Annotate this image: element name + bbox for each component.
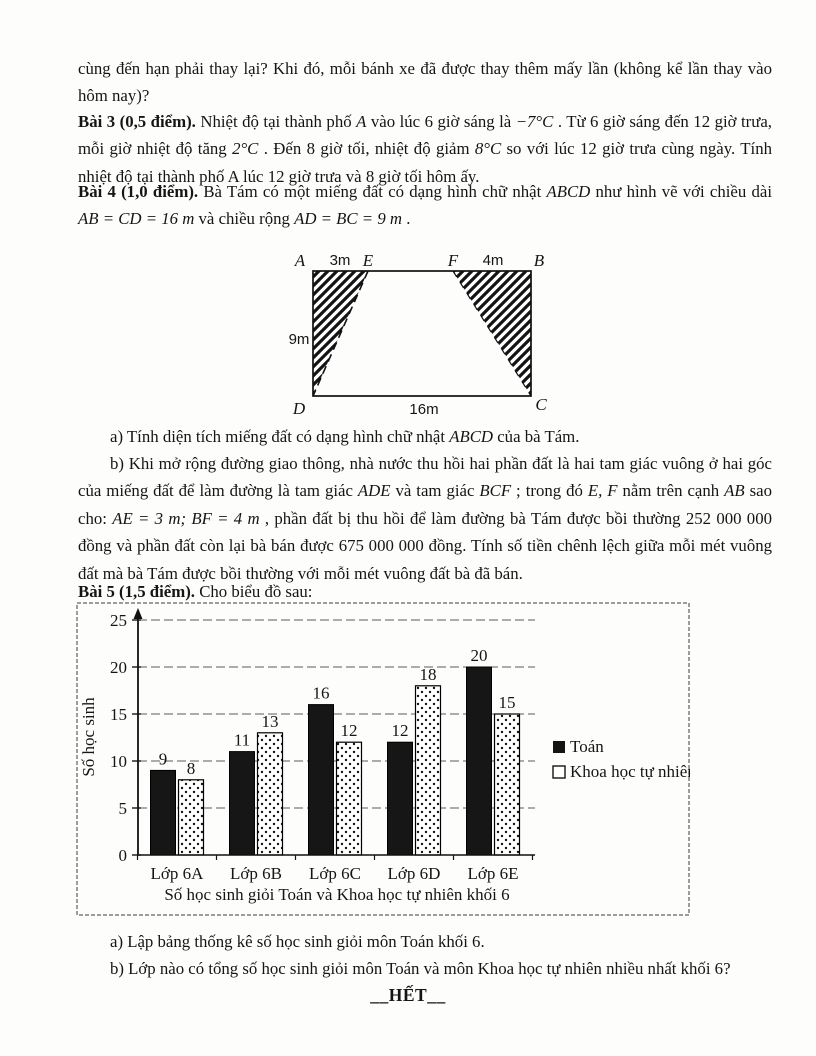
hatched-triangle-bcf (453, 271, 531, 396)
value-label-toan-lớp-6c: 16 (312, 683, 330, 703)
label-point-c: C (535, 395, 547, 414)
bar-toan-lớp-6c (309, 705, 334, 855)
text-run: AD = BC = 9 m (294, 209, 403, 229)
end-marker (0, 985, 816, 1006)
category-label-lớp-6c: Lớp 6C (309, 864, 361, 883)
x-axis-title: Số học sinh giỏi Toán và Khoa học tự nhiên khối 6 (164, 885, 510, 904)
label-point-f: F (447, 251, 459, 270)
text-run: Cho biểu đồ sau: (195, 582, 313, 601)
bar-khtn-lớp-6b (258, 733, 283, 855)
y-tick-label-5: 5 (118, 799, 127, 818)
value-label-khtn-lớp-6a: 8 (186, 758, 196, 778)
bar-chart (76, 602, 690, 916)
label-point-a: A (294, 251, 306, 270)
category-label-lớp-6e: Lớp 6E (467, 864, 519, 883)
text-run: a) Tính diện tích miếng đất có dạng hình chữ nhật (110, 427, 450, 446)
text-run: AB = CD = 16 m (78, 209, 195, 229)
text-run: cùng đến hạn phải thay lại? Khi đó, mỗi bánh xe đã được thay thêm mấy lần (không kể lần thay vào hôm nay)? (78, 59, 772, 106)
text-run: AE = 3 m; BF = 4 m (112, 508, 260, 528)
category-label-lớp-6a: Lớp 6A (150, 864, 204, 883)
text-run: AB (724, 481, 745, 501)
value-label-toan-lớp-6d: 12 (391, 721, 409, 741)
label-fb-4m: 4m (482, 252, 504, 269)
text-run: của bà Tám. (493, 427, 580, 446)
y-tick-label-10: 10 (110, 752, 127, 771)
text-run: A (356, 112, 367, 131)
text-run: b) Lớp nào có tổng số học sinh giỏi môn Toán và môn Khoa học tự nhiên nhiều nhất khối 6? (110, 959, 731, 978)
label-dc-16m: 16m (409, 401, 439, 418)
legend-swatch-khtn (553, 766, 565, 778)
value-label-khtn-lớp-6c: 12 (340, 721, 358, 741)
paragraph-q5a (78, 928, 772, 955)
text-run: . Từ 6 giờ sáng đến 12 giờ trưa, mỗi giờ nhiệt độ tăng (78, 112, 772, 159)
text-run: −7°C (515, 112, 554, 131)
plot-area (110, 611, 535, 883)
label-ae-3m: 3m (329, 252, 351, 269)
bar-khtn-lớp-6d (416, 686, 441, 855)
text-run: a) Lập bảng thống kê số học sinh giỏi môn Toán khối 6. (110, 932, 485, 951)
bar-toan-lớp-6a (151, 770, 176, 855)
paragraph-bai4 (78, 178, 772, 233)
text-run: 8°C (474, 139, 502, 159)
paragraph-q5b (78, 955, 772, 982)
label-point-d: D (292, 399, 306, 418)
value-label-toan-lớp-6a: 9 (158, 749, 168, 769)
y-tick-label-15: 15 (110, 705, 127, 724)
text-run: và chiều rộng (194, 209, 295, 229)
text-run: Bài 4 (1,0 điểm). (78, 182, 199, 201)
value-label-khtn-lớp-6b: 13 (261, 711, 279, 731)
value-label-khtn-lớp-6e: 15 (498, 693, 516, 712)
land-figure-svg (288, 248, 556, 420)
y-tick-label-20: 20 (110, 658, 127, 677)
label-ad-9m: 9m (288, 331, 310, 348)
value-label-khtn-lớp-6d: 18 (419, 664, 437, 684)
text-run: nằm trên cạnh (617, 481, 725, 501)
value-label-toan-lớp-6b: 11 (233, 730, 251, 750)
paragraph-q4a (78, 423, 772, 450)
text-run: như hình vẽ với chiều dài (590, 182, 772, 201)
y-tick-label-25: 25 (110, 611, 127, 630)
category-label-lớp-6d: Lớp 6D (387, 864, 441, 883)
text-run: và tam giác (390, 481, 480, 501)
text-run: ABCD (449, 427, 494, 446)
text-run: . Đến 8 giờ tối, nhiệt độ giảm (258, 139, 475, 159)
land-figure (288, 248, 556, 420)
label-point-e: E (362, 251, 374, 270)
text-run: Bài 3 (0,5 điểm). (78, 112, 196, 131)
value-label-toan-lớp-6e: 20 (470, 646, 488, 665)
paragraph-intro (78, 55, 772, 110)
paragraph-q4b (78, 450, 772, 587)
label-point-b: B (533, 251, 545, 270)
text-run: 2°C (232, 139, 259, 159)
text-run: b) Khi mở rộng đường giao thông, nhà nước thu hồi hai phần đất là hai tam giác vuông ở hai góc của miếng đất để làm đường là tam giác (78, 454, 772, 501)
text-run: ADE (357, 481, 391, 501)
text-run: __HẾT__ (370, 985, 446, 1005)
y-tick-label-0: 0 (118, 846, 127, 865)
text-run: vào lúc 6 giờ sáng là (366, 112, 516, 131)
text-run: . (402, 209, 411, 229)
legend-label-khtn: Khoa học tự nhiên (570, 762, 690, 781)
y-axis-arrow (134, 608, 143, 619)
text-run: ABCD (546, 182, 591, 201)
bar-toan-lớp-6d (388, 742, 413, 855)
legend-label-toan: Toán (570, 737, 604, 756)
legend (553, 737, 690, 781)
y-axis-title: Số học sinh (79, 697, 98, 777)
text-run: Bài 5 (1,5 điểm). (78, 582, 195, 601)
legend-swatch-toan (553, 741, 565, 753)
text-run: so với lúc 12 giờ trưa cùng ngày. Tính nhiệt độ tại thành phố A lúc 12 giờ trưa và 8 giờ tối hôm ấy. (78, 139, 772, 186)
bar-toan-lớp-6e (467, 667, 492, 855)
text-run: sao cho: (78, 481, 772, 528)
bar-khtn-lớp-6a (179, 780, 204, 855)
text-run: , phần đất bị thu hồi để làm đường bà Tám được bồi thường 252 000 000 đồng và phần đất còn lại bà bán được 675 000 000 đồng. Tính số tiền chênh lệch giữa mỗi mét vuông đất mà bà Tám được bồi thường với mỗi mét vuông đất bà đã bán. (78, 508, 772, 583)
text-run: E, F (587, 481, 618, 501)
category-label-lớp-6b: Lớp 6B (230, 864, 282, 883)
text-run: Nhiệt độ tại thành phố (195, 112, 357, 131)
text-run: BCF (479, 481, 512, 501)
bar-chart-svg (76, 602, 690, 916)
bar-toan-lớp-6b (230, 752, 255, 855)
text-run: ; trong đó (511, 481, 588, 501)
bar-khtn-lớp-6c (337, 742, 362, 855)
text-run: Bà Tám có một miếng đất có dạng hình chữ nhật (198, 182, 547, 201)
bar-khtn-lớp-6e (495, 714, 520, 855)
